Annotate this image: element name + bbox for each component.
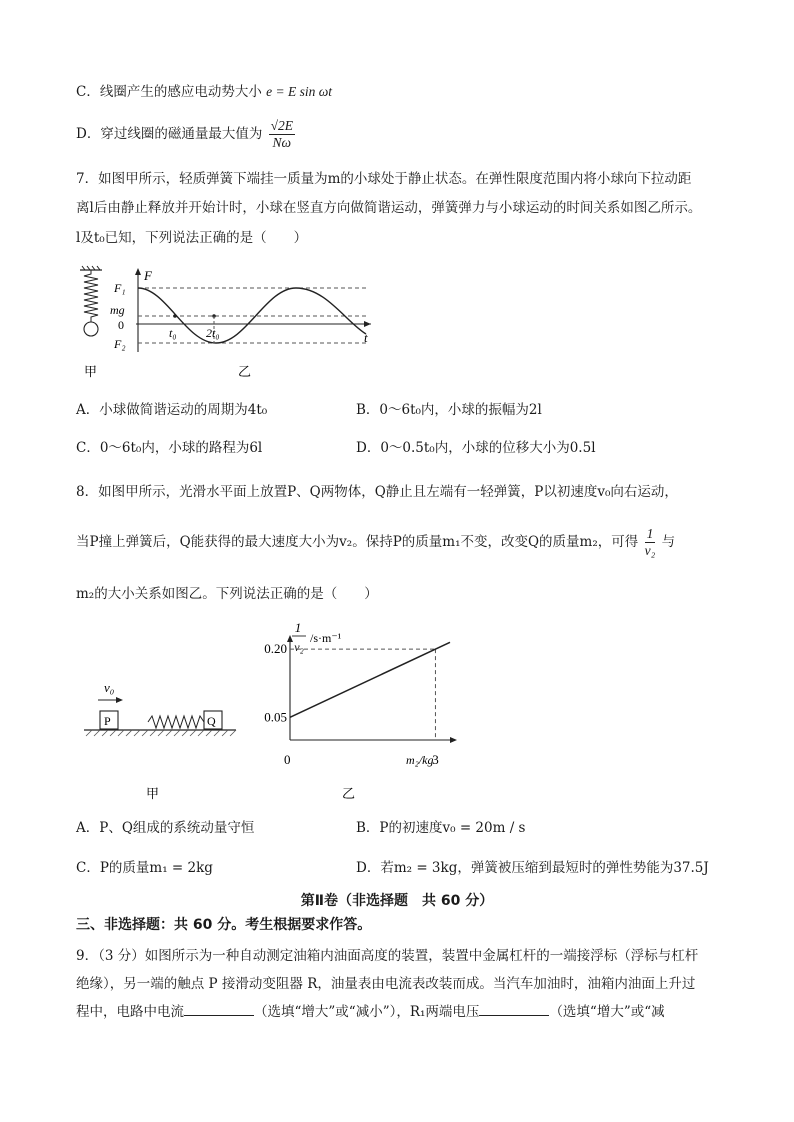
q8-stem-line1: 8．如图甲所示，光滑水平面上放置P、Q两物体，Q静止且左端有一轻弹簧，P以初速度v₀向右运动， (76, 484, 678, 500)
q7-caption-b: 乙 (238, 364, 252, 379)
q7-stem-line3: l及t₀已知，下列说法正确的是（ ） (76, 230, 308, 246)
q7-x-axis-label: t (364, 330, 368, 345)
q7-option-b[interactable]: B．0～6t₀内，小球的振幅为2l (356, 402, 542, 418)
q9-line3 (76, 1000, 665, 1020)
q8-figure-b (254, 618, 464, 802)
q8-option-a[interactable]: A．P、Q组成的系统动量守恒 (76, 820, 255, 836)
q8-stem-line2-b: 与 (661, 534, 676, 550)
q8-figure-a (76, 676, 246, 802)
q7-option-d[interactable]: D．0～0.5t₀内，小球的位移大小为0.5l (356, 440, 596, 456)
q8-stem-line3: m₂的大小关系如图乙。下列说法正确的是（ ） (76, 586, 378, 602)
q9-line3-b: （选填“增大”或“减小”），R₁两端电压 (254, 1004, 480, 1020)
q7-option-a[interactable]: A．小球做简谐运动的周期为4t₀ (76, 402, 268, 418)
q7-tick-t0: t₀ (169, 326, 177, 340)
q8-stem-line2-a: 当P撞上弹簧后，Q能获得的最大速度大小为v₂。保持P的质量m₁不变，改变Q的质量m₂，可得 (76, 534, 639, 550)
q7-label-mg: mg (110, 303, 125, 317)
q8-stem-fraction (645, 526, 656, 559)
q8-chart-y-unit: /s·m⁻¹ (310, 631, 342, 645)
q8-chart-tick-x: 3 (432, 752, 439, 767)
q9-line2: 绝缘），另一端的触点 P 接滑动变阻器 R，油量表由电流表改装而成。当汽车加油时，油箱内油面上升过 (76, 976, 696, 992)
q7-caption-a: 甲 (84, 364, 98, 379)
q7-force-graph (110, 268, 371, 352)
q8-chart-x-label: m₂/kg (406, 753, 434, 767)
q7-tick-2t0: 2t₀ (206, 326, 220, 340)
q6-option-c (76, 80, 332, 100)
part2-title: 第Ⅱ卷（非选择题 共 60 分） (300, 893, 494, 909)
q6-option-d-numerator: √2E (270, 118, 294, 133)
q9-blank-current[interactable] (184, 1003, 254, 1016)
q9-line1: 9．（3 分）如图所示为一种自动测定油箱内油面高度的装置，装置中金属杠杆的一端接浮标（浮标与杠杆 (76, 948, 699, 964)
q6-option-d-label: D． (76, 126, 101, 142)
q9-line3-c: （选填“增大”或“减 (549, 1004, 665, 1020)
q7-label-f1: F₁ (114, 281, 126, 295)
q7-option-c[interactable]: C．0～6t₀内，小球的路程为6l (76, 440, 263, 456)
part2-section-heading: 三、非选择题：共 60 分。考生根据要求作答。 (76, 917, 372, 933)
q6-option-d-fraction (269, 118, 295, 151)
q8-chart-origin: 0 (284, 752, 291, 767)
q8-option-d[interactable]: D．若m₂ = 3kg，弹簧被压缩到最短时的弹性势能为37.5J (356, 860, 709, 876)
q9-line3-a: 程中，电路中电流 (76, 1004, 184, 1020)
q8-stem-fraction-num: 1 (646, 526, 654, 541)
q6-option-c-label: C． (76, 84, 100, 100)
q7-spring-figure (80, 266, 102, 336)
q8-chart-y-label-den: v₂ (294, 640, 304, 654)
q8-stem-fraction-den: v₂ (644, 543, 656, 558)
q8-option-b[interactable]: B．P的初速度v₀ = 20m / s (356, 820, 526, 836)
q7-figure (76, 262, 386, 382)
q8-caption-b: 乙 (342, 786, 356, 801)
q8-caption-a: 甲 (146, 786, 160, 801)
q6-option-d (76, 118, 297, 151)
q6-option-c-formula: e = E sin ωt (266, 84, 333, 99)
q8-chart-tick-y-top: 0.20 (264, 641, 287, 657)
q7-stem-line2: 离l后由静止释放并开始计时，小球在竖直方向做简谐运动，弹簧弹力与小球运动的时间关系如图乙所示。 (76, 200, 702, 216)
q7-y-axis-label: F (144, 268, 152, 283)
q8-chart-y-label-num: 1 (294, 620, 302, 635)
q8-spring (148, 716, 204, 728)
q8-stem-line2 (76, 526, 675, 559)
q8-velocity-label: v₀ (104, 680, 115, 695)
q6-option-d-denominator: Nω (272, 135, 292, 150)
q8-chart-tick-y-bottom: 0.05 (264, 709, 287, 725)
q7-label-zero: 0 (118, 318, 124, 332)
q7-stem-line1: 7．如图甲所示，轻质弹簧下端挂一质量为m的小球处于静止状态。在弹性限度范围内将小球向下拉动距 (76, 171, 692, 187)
q6-option-c-text: 线圈产生的感应电动势大小 (99, 84, 262, 100)
q8-block-p-label: P (104, 714, 111, 728)
q6-option-d-text: 穿过线圈的磁通量最大值为 (100, 126, 263, 142)
q7-label-f2: F₂ (114, 337, 126, 351)
q9-blank-voltage[interactable] (479, 1003, 549, 1016)
q8-option-c[interactable]: C．P的质量m₁ = 2kg (76, 860, 213, 876)
q8-chart-series-line (290, 642, 450, 717)
q8-block-q-label: Q (207, 714, 216, 728)
